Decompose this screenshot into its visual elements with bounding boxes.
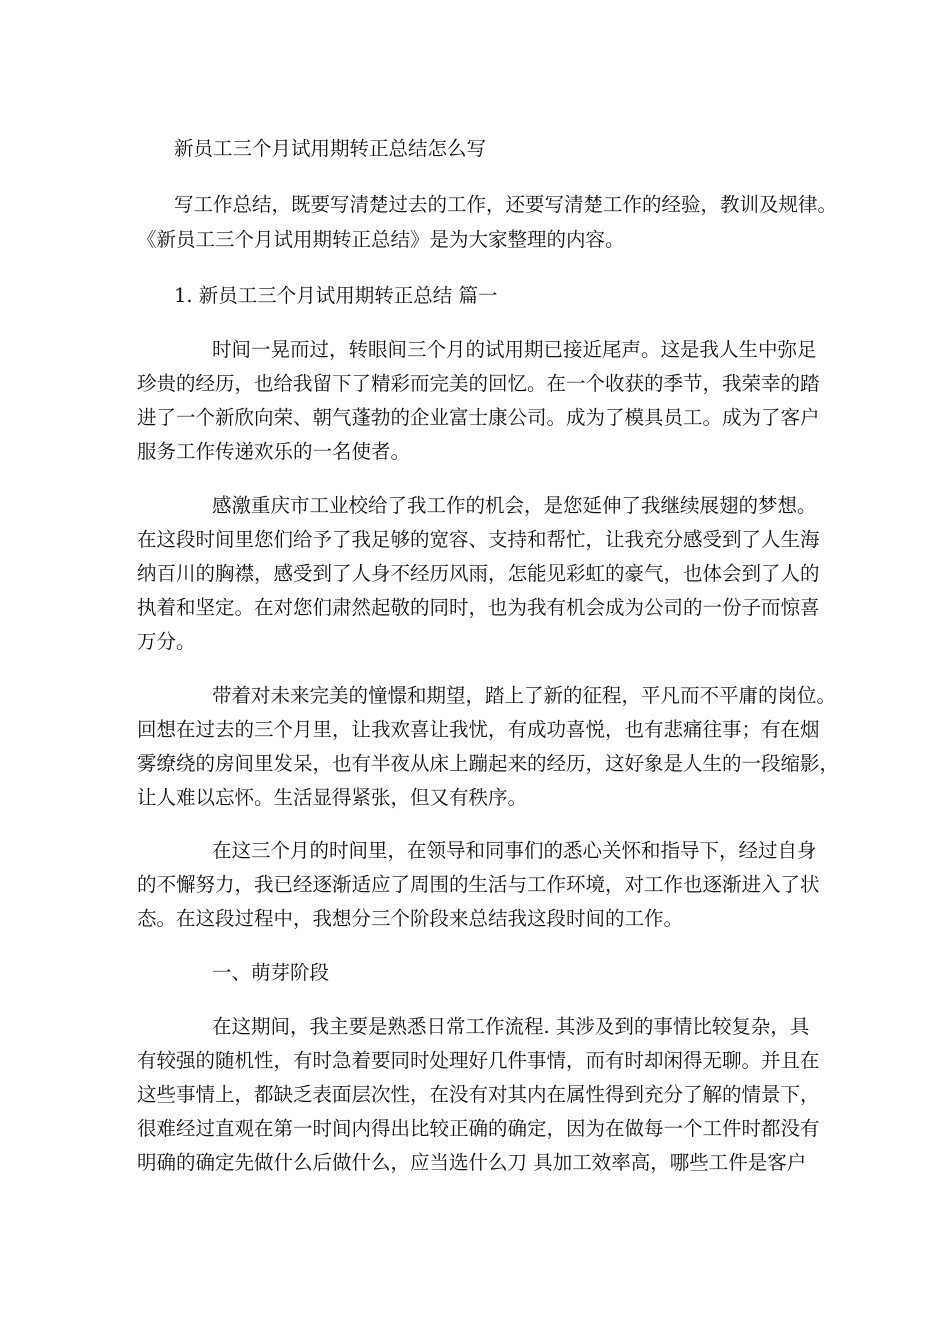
document-title: 新员工三个月试用期转正总结怎么写 — [174, 137, 487, 160]
section-heading: 1. 新员工三个月试用期转正总结 篇一 — [174, 284, 498, 307]
paragraph-line: 在这三个月的时间里，在领导和同事们的悉心关怀和指导下，经过自身 — [212, 839, 817, 862]
intro-line: 《新员工三个月试用期转正总结》是为大家整理的内容。 — [137, 228, 625, 251]
paragraph-line: 带着对未来完美的憧憬和期望，踏上了新的征程，平凡而不平庸的岗位。 — [212, 684, 837, 707]
paragraph-line: 这些事情上，都缺乏表面层次性，在没有对其内在属性得到充分了解的情景下， — [137, 1083, 820, 1106]
paragraph-line: 在这期间，我主要是熟悉日常工作流程. 其涉及到的事情比较复杂，具 — [212, 1015, 810, 1038]
paragraph-line: 服务工作传递欢乐的一名使者。 — [137, 440, 411, 463]
paragraph-line: 执着和坚定。在对您们肃然起敬的同时，也为我有机会成为公司的一份子而惊喜 — [137, 596, 820, 619]
paragraph-line: 明确的确定先做什么后做什么，应当选什么刀 具加工效率高，哪些工件是客户 — [137, 1151, 807, 1174]
intro-line: 写工作总结，既要写清楚过去的工作，还要写清楚工作的经验，教训及规律。 — [174, 193, 838, 216]
paragraph-line: 纳百川的胸襟，感受到了人身不经历风雨，怎能见彩虹的豪气，也体会到了人的 — [137, 562, 820, 585]
paragraph-line: 时间一晃而过，转眼间三个月的试用期已接近尾声。这是我人生中弥足 — [212, 338, 817, 361]
paragraph-line: 很难经过直观在第一时间内得出比较正确的确定，因为在做每一个工件时都没有 — [137, 1117, 820, 1140]
paragraph-line: 的不懈努力，我已经逐渐适应了周围的生活与工作环境，对工作也逐渐进入了状 — [137, 873, 820, 896]
paragraph-line: 珍贵的经历，也给我留下了精彩而完美的回忆。在一个收获的季节，我荣幸的踏 — [137, 372, 820, 395]
subheading: 一、萌芽阶段 — [212, 961, 330, 984]
paragraph-line: 万分。 — [137, 630, 196, 653]
paragraph-line: 回想在过去的三个月里，让我欢喜让我忧，有成功喜悦，也有悲痛往事；有在烟 — [137, 718, 820, 741]
paragraph-line: 在这段时间里您们给予了我足够的宽容、支持和帮忙，让我充分感受到了人生海 — [137, 528, 820, 551]
paragraph-line: 感激重庆市工业校给了我工作的机会，是您延伸了我继续展翅的梦想。 — [212, 494, 817, 517]
paragraph-line: 雾缭绕的房间里发呆，也有半夜从床上蹦起来的经历，这好象是人生的一段缩影， — [137, 752, 840, 775]
paragraph-line: 态。在这段过程中，我想分三个阶段来总结我这段时间的工作。 — [137, 907, 684, 930]
paragraph-line: 让人难以忘怀。生活显得紧张，但又有秩序。 — [137, 786, 528, 809]
paragraph-line: 有较强的随机性，有时急着要同时处理好几件事情，而有时却闲得无聊。并且在 — [137, 1049, 820, 1072]
paragraph-line: 进了一个新欣向荣、朝气蓬勃的企业富士康公司。成为了模具员工。成为了客户 — [137, 406, 820, 429]
